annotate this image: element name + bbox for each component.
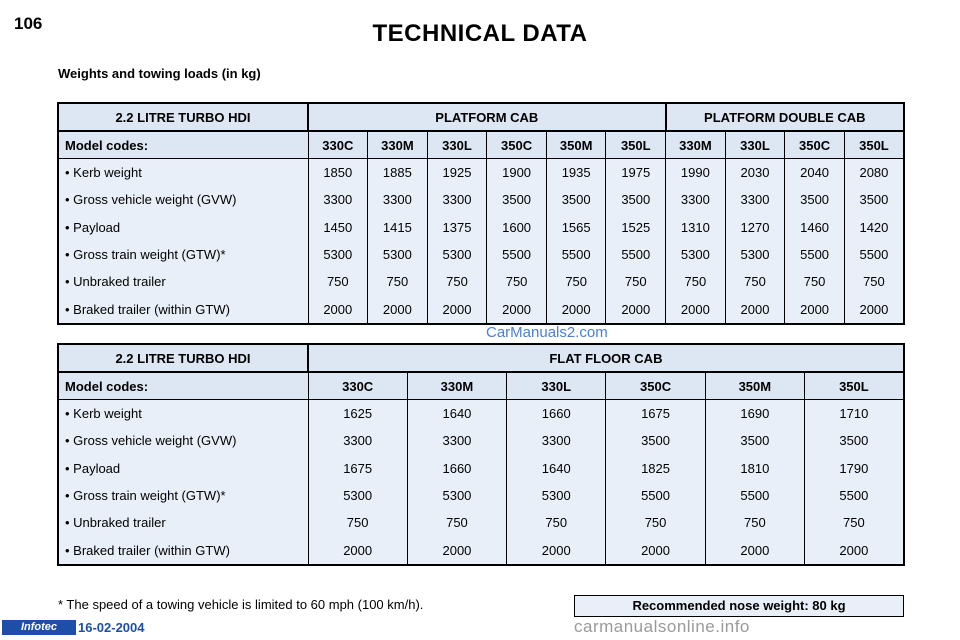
table-cell: 3500 [606, 427, 705, 454]
table-cell: 3300 [725, 186, 785, 213]
table-cell: 3300 [666, 186, 726, 213]
table-cell: 5300 [308, 482, 407, 509]
table-cell: 1640 [407, 400, 506, 428]
platform-double-cab-header: PLATFORM DOUBLE CAB [666, 103, 904, 131]
table-row [58, 268, 904, 295]
engine-header: 2.2 LITRE TURBO HDI [58, 103, 308, 131]
table-row [58, 241, 904, 268]
table-cell: 1660 [407, 455, 506, 482]
table-cell: 5300 [507, 482, 606, 509]
row-label: • Unbraked trailer [58, 268, 308, 295]
table-cell: 1675 [606, 400, 705, 428]
table-cell: 2000 [666, 295, 726, 323]
model-code: 350L [804, 372, 903, 400]
table-cell: 1790 [804, 455, 903, 482]
table-cell: 1935 [546, 159, 606, 187]
table-cell: 1925 [427, 159, 487, 187]
table-cell: 5500 [844, 241, 904, 268]
watermark-carmanuals2: CarManuals2.com [486, 324, 608, 341]
table-cell: 1810 [705, 455, 804, 482]
table-cell: 3500 [705, 427, 804, 454]
row-label: • Kerb weight [58, 400, 308, 428]
table-cell: 2000 [487, 295, 547, 323]
table-cell: 2040 [785, 159, 845, 187]
model-code: 350L [606, 131, 666, 159]
table-row [58, 427, 904, 454]
table-cell: 2000 [308, 295, 368, 323]
table-cell: 1450 [308, 214, 368, 241]
table-cell: 3500 [844, 186, 904, 213]
platform-cab-weights-table [57, 102, 905, 325]
row-label: • Gross vehicle weight (GVW) [58, 427, 308, 454]
table-cell: 2000 [725, 295, 785, 323]
table-cell: 750 [785, 268, 845, 295]
table-cell: 3500 [804, 427, 903, 454]
table-cell: 1600 [487, 214, 547, 241]
print-date: 16-02-2004 [78, 620, 145, 635]
row-label: • Gross train weight (GTW)* [58, 482, 308, 509]
model-code: 350C [606, 372, 705, 400]
table-cell: 3300 [427, 186, 487, 213]
model-codes-label: Model codes: [58, 372, 308, 400]
model-code: 330M [368, 131, 428, 159]
model-code: 330L [725, 131, 785, 159]
table-cell: 1640 [507, 455, 606, 482]
site-watermark: carmanualsonline.info [574, 617, 750, 636]
table-cell: 750 [427, 268, 487, 295]
table-cell: 750 [606, 268, 666, 295]
table-cell: 1420 [844, 214, 904, 241]
table-cell: 750 [725, 268, 785, 295]
table-row [58, 455, 904, 482]
table-cell: 750 [804, 509, 903, 536]
table-cell: 1990 [666, 159, 726, 187]
table-cell: 3500 [785, 186, 845, 213]
table-cell: 1565 [546, 214, 606, 241]
table-cell: 1270 [725, 214, 785, 241]
table-cell: 5500 [487, 241, 547, 268]
page-number: 106 [14, 14, 43, 33]
table-cell: 5300 [308, 241, 368, 268]
table-cell: 5500 [546, 241, 606, 268]
page-title: TECHNICAL DATA [372, 20, 588, 47]
table-cell: 3300 [368, 186, 428, 213]
table-row [58, 295, 904, 323]
model-code: 350M [705, 372, 804, 400]
table-cell: 1460 [785, 214, 845, 241]
table-cell: 2080 [844, 159, 904, 187]
model-code: 350C [487, 131, 547, 159]
model-codes-row [58, 372, 904, 400]
table-cell: 3300 [308, 186, 368, 213]
table-cell: 5300 [725, 241, 785, 268]
table-row [58, 400, 904, 428]
row-label: • Gross vehicle weight (GVW) [58, 186, 308, 213]
table-cell: 1625 [308, 400, 407, 428]
engine-header: 2.2 LITRE TURBO HDI [58, 344, 308, 372]
row-label: • Unbraked trailer [58, 509, 308, 536]
table-cell: 2030 [725, 159, 785, 187]
model-code: 330C [308, 372, 407, 400]
model-code: 350C [785, 131, 845, 159]
table-cell: 2000 [308, 536, 407, 564]
table-cell: 1825 [606, 455, 705, 482]
table-cell: 5500 [606, 241, 666, 268]
table-cell: 750 [407, 509, 506, 536]
table-cell: 5300 [427, 241, 487, 268]
table-cell: 5500 [785, 241, 845, 268]
table-cell: 3500 [487, 186, 547, 213]
table-row [58, 214, 904, 241]
table-cell: 750 [844, 268, 904, 295]
table-cell: 1975 [606, 159, 666, 187]
table-cell: 2000 [407, 536, 506, 564]
table-cell: 3300 [407, 427, 506, 454]
table-cell: 2000 [705, 536, 804, 564]
table-cell: 2000 [368, 295, 428, 323]
table-cell: 750 [308, 268, 368, 295]
table-cell: 750 [487, 268, 547, 295]
footnote-speed-limit: * The speed of a towing vehicle is limited to 60 mph (100 km/h). [58, 597, 424, 612]
platform-cab-header: PLATFORM CAB [308, 103, 666, 131]
model-code: 350L [844, 131, 904, 159]
table-cell: 3500 [606, 186, 666, 213]
table-cell: 3300 [507, 427, 606, 454]
table-cell: 1525 [606, 214, 666, 241]
section-subtitle: Weights and towing loads (in kg) [58, 66, 261, 81]
table-cell: 5300 [368, 241, 428, 268]
table-cell: 750 [308, 509, 407, 536]
flat-floor-cab-weights-table [57, 343, 905, 566]
table-cell: 2000 [844, 295, 904, 323]
table-cell: 3300 [308, 427, 407, 454]
row-label: • Payload [58, 214, 308, 241]
table-cell: 5300 [407, 482, 506, 509]
table-cell: 1885 [368, 159, 428, 187]
table-cell: 750 [606, 509, 705, 536]
table-cell: 1310 [666, 214, 726, 241]
row-label: • Kerb weight [58, 159, 308, 187]
table-cell: 750 [546, 268, 606, 295]
table-row [58, 536, 904, 564]
model-codes-label: Model codes: [58, 131, 308, 159]
table-row [58, 159, 904, 187]
group-header-row [58, 344, 904, 372]
row-label: • Gross train weight (GTW)* [58, 241, 308, 268]
table-cell: 2000 [507, 536, 606, 564]
flat-floor-cab-header: FLAT FLOOR CAB [308, 344, 904, 372]
group-header-row [58, 103, 904, 131]
model-codes-row [58, 131, 904, 159]
table-cell: 750 [666, 268, 726, 295]
table-row [58, 482, 904, 509]
table-cell: 2000 [546, 295, 606, 323]
table-cell: 3500 [546, 186, 606, 213]
table-row [58, 186, 904, 213]
table-cell: 1690 [705, 400, 804, 428]
table-cell: 1710 [804, 400, 903, 428]
row-label: • Braked trailer (within GTW) [58, 536, 308, 564]
nose-weight-box: Recommended nose weight: 80 kg [574, 595, 904, 617]
model-code: 330C [308, 131, 368, 159]
table-cell: 5500 [705, 482, 804, 509]
row-label: • Payload [58, 455, 308, 482]
table-cell: 750 [705, 509, 804, 536]
table-cell: 5500 [606, 482, 705, 509]
table-cell: 750 [507, 509, 606, 536]
table-cell: 2000 [785, 295, 845, 323]
table-cell: 2000 [606, 536, 705, 564]
table-cell: 1660 [507, 400, 606, 428]
table-cell: 2000 [427, 295, 487, 323]
table-cell: 1675 [308, 455, 407, 482]
row-label: • Braked trailer (within GTW) [58, 295, 308, 323]
table-cell: 1415 [368, 214, 428, 241]
table-cell: 2000 [804, 536, 903, 564]
table-cell: 1850 [308, 159, 368, 187]
infotec-logo: Infotec [2, 620, 76, 635]
table-row [58, 509, 904, 536]
model-code: 330L [507, 372, 606, 400]
model-code: 330L [427, 131, 487, 159]
model-code: 330M [666, 131, 726, 159]
table-cell: 5500 [804, 482, 903, 509]
table-cell: 1375 [427, 214, 487, 241]
table-cell: 750 [368, 268, 428, 295]
table-cell: 2000 [606, 295, 666, 323]
table-cell: 5300 [666, 241, 726, 268]
model-code: 350M [546, 131, 606, 159]
table-cell: 1900 [487, 159, 547, 187]
model-code: 330M [407, 372, 506, 400]
